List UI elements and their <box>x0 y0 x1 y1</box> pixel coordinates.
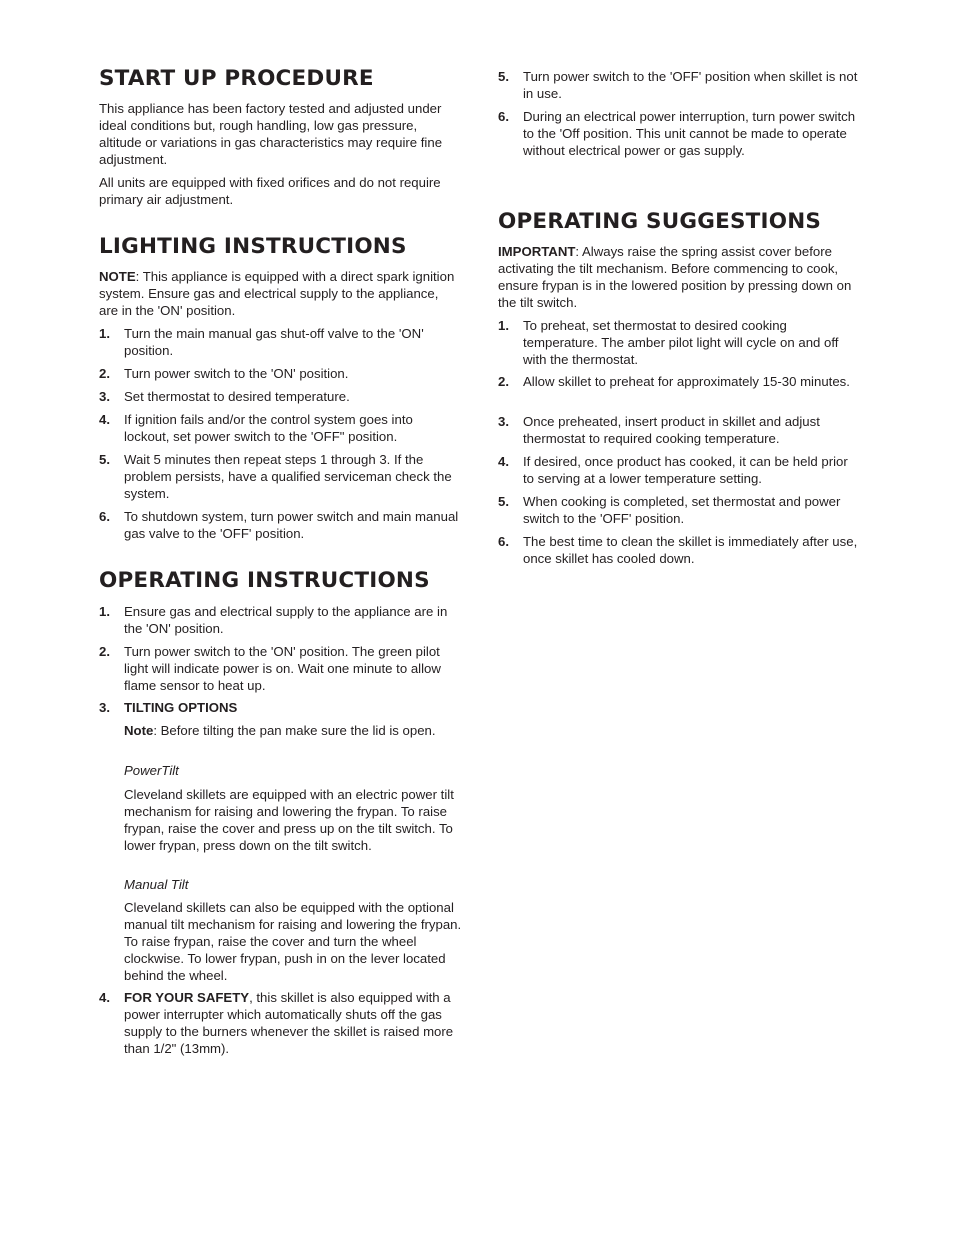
lighting-note-label: NOTE <box>99 269 136 284</box>
manualtilt-label: Manual Tilt <box>124 877 189 892</box>
step-number: 2. <box>99 366 110 381</box>
startup-paragraph-1: This appliance has been factory tested and adjusted under ideal conditions but, rough handling, low gas pressure, altitude or variations in gas characteristics may require fine adjustment. <box>99 101 443 167</box>
step-number: 6. <box>498 534 509 549</box>
step-text: Turn the main manual gas shut-off valve to the 'ON' position. <box>124 326 424 358</box>
step-number: 2. <box>99 644 110 659</box>
lighting-note <box>99 268 459 319</box>
operating-step <box>99 643 459 694</box>
operating-step <box>498 68 860 102</box>
important-note <box>498 243 860 311</box>
tilting-options-heading: TILTING OPTIONS <box>124 700 238 715</box>
step-number: 4. <box>498 454 509 469</box>
suggestion-step <box>498 413 860 447</box>
step-number: 1. <box>99 604 110 619</box>
step-text: Wait 5 minutes then repeat steps 1 through 3. If the problem persists, have a qualified serviceman check the system. <box>124 452 452 501</box>
suggestion-step <box>498 317 860 368</box>
step-text: Set thermostat to desired temperature. <box>124 389 350 404</box>
step-text: If desired, once product has cooked, it can be held prior to serving at a lower temperature setting. <box>523 454 848 486</box>
lighting-heading: LIGHTING INSTRUCTIONS <box>99 234 407 259</box>
step-text: If ignition fails and/or the control system goes into lockout, set power switch to the 'OFF" position. <box>124 412 413 444</box>
startup-heading: START UP PROCEDURE <box>99 66 374 91</box>
safety-text: , this skillet is also equipped with a power interrupter which automatically shuts off the gas supply to the burners whenever the skillet is raised more than 1/2" (13mm). <box>124 990 454 1056</box>
step-text <box>124 989 459 1057</box>
tilt-note-label: Note <box>124 723 154 738</box>
step-number: 4. <box>99 412 110 427</box>
suggestion-step <box>498 453 860 487</box>
safety-label: FOR YOUR SAFETY <box>124 990 250 1005</box>
powertilt-label: PowerTilt <box>124 763 179 778</box>
operating-step-tilting <box>99 699 459 716</box>
important-text: : Always raise the spring assist cover before activating the tilt mechanism. Before commencing to cook, ensure frypan is in the lowered position by pressing down on the tilt switch. <box>498 244 852 310</box>
step-text: The best time to clean the skillet is immediately after use, once skillet has cooled down. <box>523 534 858 566</box>
step-number: 2. <box>498 374 509 389</box>
lighting-step <box>99 451 459 502</box>
lighting-note-text: : This appliance is equipped with a direct spark ignition system. Ensure gas and electrical supply to the appliance, are in the 'ON' position. <box>99 269 455 318</box>
manualtilt-text: Cleveland skillets can also be equipped with the optional manual tilt mechanism for raising and lowering the frypan. To raise frypan, raise the cover and turn the wheel clockwise. To lower frypan, push in on the lever located behind the wheel. <box>124 900 462 983</box>
important-label: IMPORTANT <box>498 244 576 259</box>
operating-heading: OPERATING INSTRUCTIONS <box>99 568 430 593</box>
powertilt-text: Cleveland skillets are equipped with an electric power tilt mechanism for raising and lowering the frypan. To raise frypan, raise the cover and press up on the tilt switch. To lower frypan, press down on the tilt switch. <box>124 787 454 853</box>
step-text: Turn power switch to the 'ON' position. The green pilot light will indicate power is on. Wait one minute to allow flame sensor to heat up. <box>124 644 441 693</box>
suggestion-step <box>498 533 860 567</box>
step-text: Turn power switch to the 'ON' position. <box>124 366 349 381</box>
step-text: Allow skillet to preheat for approximately 15-30 minutes. <box>523 374 850 389</box>
step-number: 3. <box>99 700 110 715</box>
step-number: 5. <box>99 452 110 467</box>
step-number: 5. <box>498 69 509 84</box>
step-text: Once preheated, insert product in skillet and adjust thermostat to required cooking temperature. <box>523 414 820 446</box>
step-text: During an electrical power interruption, turn power switch to the 'Off position. This unit cannot be made to operate without electrical power or gas supply. <box>523 109 856 158</box>
lighting-step <box>99 325 459 359</box>
step-number: 3. <box>99 389 110 404</box>
step-text: Turn power switch to the 'OFF' position when skillet is not in use. <box>523 69 858 101</box>
step-text: Ensure gas and electrical supply to the appliance are in the 'ON' position. <box>124 604 448 636</box>
suggestion-step <box>498 373 860 390</box>
step-text: When cooking is completed, set thermostat and power switch to the 'OFF' position. <box>523 494 841 526</box>
step-number: 6. <box>498 109 509 124</box>
lighting-step <box>99 411 459 445</box>
lighting-step <box>99 388 459 405</box>
step-number: 5. <box>498 494 509 509</box>
tilt-note-text: : Before tilting the pan make sure the lid is open. <box>153 723 436 738</box>
suggestion-step <box>498 493 860 527</box>
operating-step <box>99 603 459 637</box>
step-number: 4. <box>99 990 110 1005</box>
lighting-step <box>99 508 459 542</box>
suggestions-heading: OPERATING SUGGESTIONS <box>498 209 822 234</box>
step-text: To shutdown system, turn power switch and main manual gas valve to the 'OFF' position. <box>124 509 459 541</box>
tilt-note <box>124 722 464 739</box>
lighting-step <box>99 365 459 382</box>
step-number: 1. <box>99 326 110 341</box>
step-number: 6. <box>99 509 110 524</box>
operating-step <box>99 989 459 1057</box>
step-number: 3. <box>498 414 509 429</box>
step-text: To preheat, set thermostat to desired cooking temperature. The amber pilot light will cycle on and off with the thermostat. <box>523 318 839 367</box>
step-number: 1. <box>498 318 509 333</box>
startup-paragraph-2: All units are equipped with fixed orifices and do not require primary air adjustment. <box>99 175 441 207</box>
operating-step <box>498 108 860 159</box>
